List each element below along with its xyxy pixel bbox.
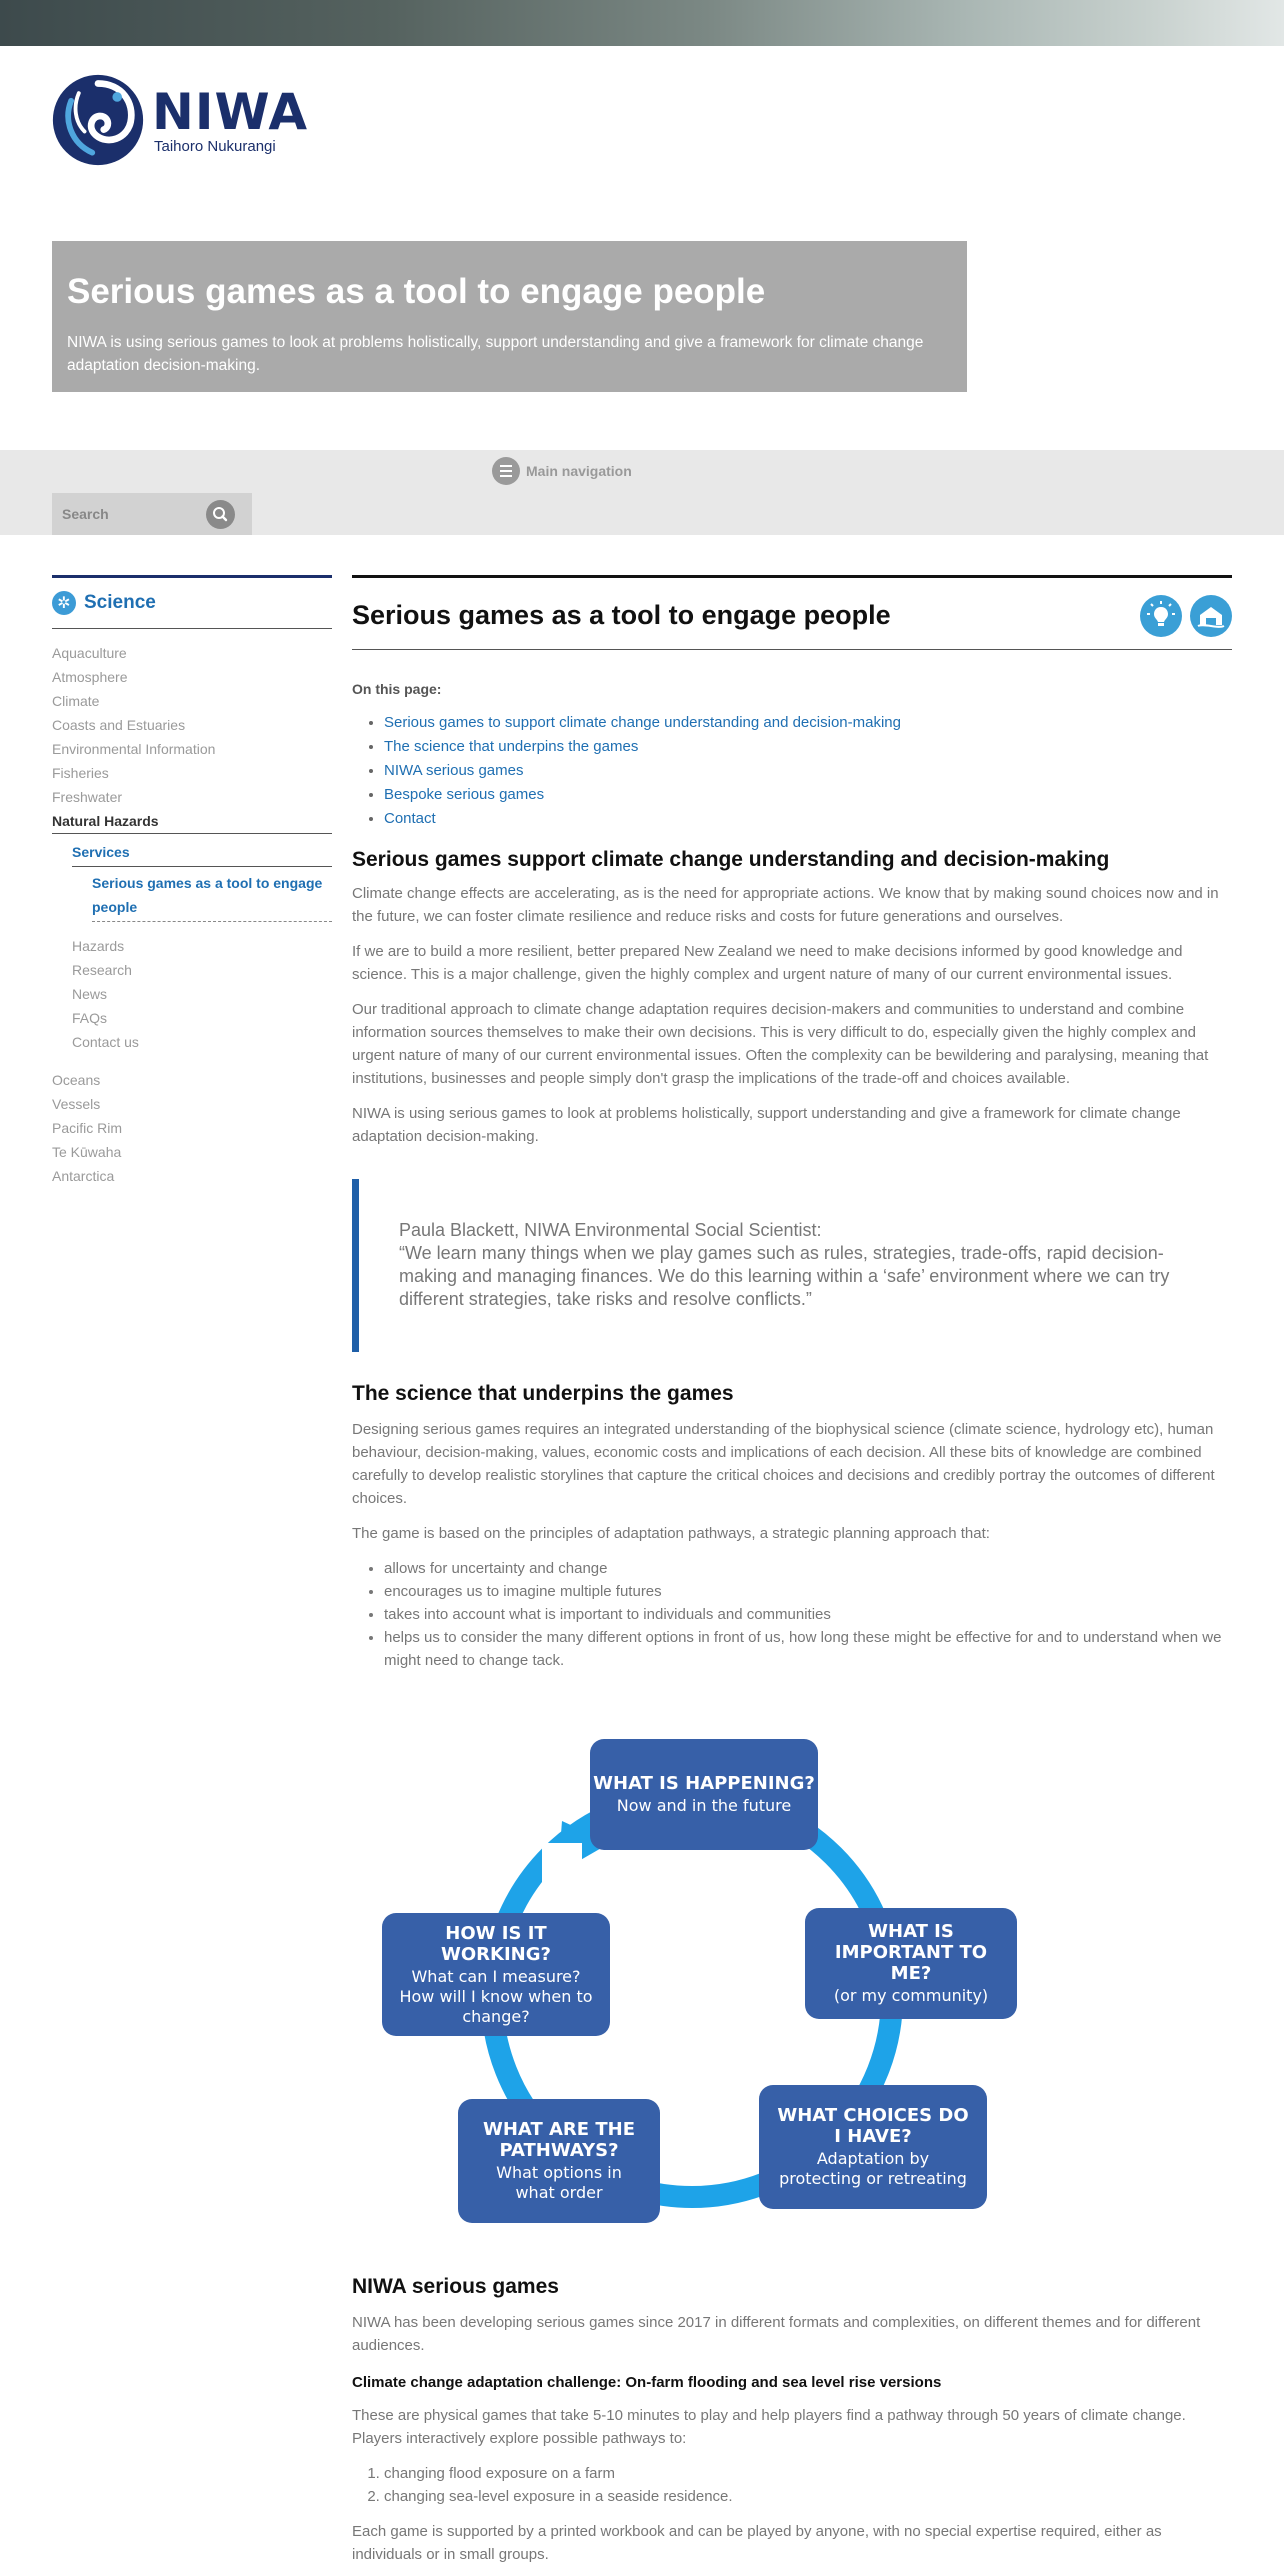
- toc-link[interactable]: • Serious games to support climate change understanding and decision-making: [384, 711, 1232, 735]
- niwa-logo[interactable]: [50, 72, 308, 168]
- sidebar-item-contact-us[interactable]: Contact us: [72, 1034, 139, 1050]
- list-item: • allows for uncertainty and change: [384, 1557, 1232, 1580]
- logo-wordmark: NIWA: [152, 82, 309, 141]
- sidebar-item-climate[interactable]: Climate: [52, 693, 100, 709]
- paragraph: If we are to build a more resilient, better prepared New Zealand we need to make decisions informed by good knowledge and science. This is a major challenge, given the highly complex and urgent nature of many of our current environmental issues.: [352, 943, 1183, 983]
- box-title: WHAT ARE THE PATHWAYS?: [483, 2119, 635, 2161]
- sidebar-list: [52, 641, 332, 1188]
- paragraph: Each game is supported by a printed workbook and can be played by anyone, with no special expertise required, either as individuals or in small groups.: [352, 2523, 1162, 2563]
- box-title: HOW IS IT WORKING?: [441, 1922, 551, 1965]
- adaptation-cycle-diagram: [372, 1725, 1032, 2245]
- sidebar-item-aquaculture[interactable]: Aquaculture: [52, 645, 127, 661]
- sidebar-item-oceans[interactable]: Oceans: [52, 1072, 101, 1088]
- paragraph: These are physical games that take 5-10 minutes to play and help players find a pathway through 50 years of climate change. Players interactively explore possible pathways to:: [352, 2407, 1186, 2447]
- toc-link[interactable]: • NIWA serious games: [384, 759, 1232, 783]
- search-input[interactable]: [52, 493, 202, 535]
- sidebar-item-te-kuwaha[interactable]: Te Kūwaha: [52, 1144, 122, 1160]
- sidebar-item-freshwater[interactable]: Freshwater: [52, 789, 123, 805]
- sidebar-item-research[interactable]: Research: [72, 962, 132, 978]
- search-button[interactable]: [206, 500, 235, 529]
- lightbulb-glyph: [1140, 595, 1182, 637]
- list-item: • takes into account what is important to individuals and communities: [384, 1603, 1232, 1626]
- box-subtitle: Adaptation by protecting or retreating: [779, 2149, 967, 2188]
- section-heading-niwa-games: NIWA serious games: [352, 2275, 559, 2298]
- sidebar-item-atmosphere[interactable]: Atmosphere: [52, 669, 128, 685]
- logo-subtitle: Taihoro Nukurangi: [154, 137, 276, 155]
- sidebar-header: [52, 575, 332, 629]
- diagram-box-what-are-pathways: [458, 2099, 660, 2223]
- box-title: WHAT IS HAPPENING?: [593, 1773, 815, 1794]
- quote-attribution: Paula Blackett, NIWA Environmental Social Scientist:: [399, 1220, 822, 1240]
- box-title: WHAT CHOICES DO I HAVE?: [777, 2105, 969, 2147]
- toc-link[interactable]: • The science that underpins the games: [384, 735, 1232, 759]
- sidebar-item-coasts[interactable]: Coasts and Estuaries: [52, 717, 186, 733]
- main-navigation-toggle[interactable]: [492, 457, 632, 485]
- pull-quote: [352, 1179, 1232, 1352]
- paragraph: NIWA is using serious games to look at problems holistically, support understanding and give a framework for climate change adaptation decision-making.: [352, 1105, 1181, 1145]
- hero-title: Serious games as a tool to engage people: [67, 272, 766, 311]
- adaptation-pathways-list: [352, 1557, 1232, 1672]
- pathway-list: [352, 2462, 1232, 2508]
- on-this-page-label: On this page:: [352, 681, 442, 697]
- sidebar-item-vessels[interactable]: Vessels: [52, 1096, 101, 1112]
- diagram-box-what-is-important: [805, 1908, 1017, 2019]
- lightbulb-icon[interactable]: [1140, 595, 1182, 637]
- main-navigation-label: Main navigation: [526, 463, 632, 479]
- list-item: 1. changing flood exposure on a farm: [384, 2462, 1232, 2485]
- sidebar-item-news[interactable]: News: [72, 986, 108, 1002]
- main-content: [352, 575, 1232, 1672]
- section-heading-serious-games: Serious games support climate change understanding and decision-making: [352, 848, 1110, 871]
- list-item: • helps us to consider the many different options in front of us, how long these might be effective for and to understand when we might need to change tack.: [384, 1626, 1232, 1672]
- box-subtitle: Now and in the future: [616, 1796, 792, 1815]
- house-glyph: [1190, 595, 1232, 637]
- sidebar-item-antarctica[interactable]: Antarctica: [52, 1168, 115, 1184]
- sidebar-item-environmental-information[interactable]: Environmental Information: [52, 741, 216, 757]
- sidebar-item-hazards[interactable]: Hazards: [72, 938, 125, 954]
- hero-banner: [52, 241, 967, 392]
- box-subtitle: (or my community): [833, 1986, 989, 2005]
- box-title: WHAT IS IMPORTANT TO ME?: [834, 1921, 988, 1984]
- diagram-box-what-is-happening: [590, 1739, 818, 1850]
- hero-subtitle: NIWA is using serious games to look at problems holistically, support understanding and give a framework for climate change adaptation decision-making.: [67, 334, 924, 374]
- search-icon: [206, 500, 235, 529]
- diagram-box-what-choices: [759, 2085, 987, 2209]
- list-item: • encourages us to imagine multiple futures: [384, 1580, 1232, 1603]
- toc-link[interactable]: • Bespoke serious games: [384, 783, 1232, 807]
- sidebar-item-services[interactable]: Services: [72, 838, 332, 867]
- quote-text: “We learn many things when we play games such as rules, strategies, trade-offs, rapid decision-making and managing finances. We do this learning within a ‘safe’ environment where we can try different strategies, take risks and resolve conflicts.”: [399, 1243, 1170, 1309]
- diagram-box-how-is-it-working: [382, 1913, 610, 2036]
- sidebar-item-current-page[interactable]: Serious games as a tool to engage people: [92, 867, 332, 922]
- paragraph: Designing serious games requires an integrated understanding of the biophysical science (climate science, hydrology etc), human behaviour, decision-making, values, economic costs and implications of each decision. All these bits of knowledge are combined carefully to develop realistic storylines that capture the critical choices and decisions and credibly portray the outcomes of different choices.: [352, 1421, 1215, 1507]
- house-icon[interactable]: [1190, 595, 1232, 637]
- sidebar-item-natural-hazards[interactable]: Natural Hazards: [52, 809, 332, 834]
- paragraph: Climate change effects are accelerating, as is the need for appropriate actions. We know that by making sound choices now and in the future, we can foster climate resilience and reduce risks and costs for future generations and ourselves.: [352, 885, 1219, 925]
- table-of-contents: [352, 711, 1232, 831]
- niwa-serious-games-section: [352, 2273, 1232, 2566]
- list-item: 2. changing sea-level exposure in a seaside residence.: [384, 2485, 1232, 2508]
- sidebar-item-faqs[interactable]: FAQs: [72, 1010, 108, 1026]
- box-subtitle: What can I measure? How will I know when to change?: [399, 1966, 593, 2026]
- section-heading-science: The science that underpins the games: [352, 1382, 734, 1405]
- header-photo-strip: [0, 0, 1284, 46]
- science-icon: ✲: [52, 591, 76, 615]
- page-title: Serious games as a tool to engage people: [352, 600, 891, 630]
- sidebar-item-pacific-rim[interactable]: Pacific Rim: [52, 1120, 123, 1136]
- subheading-adaptation-challenge: Climate change adaptation challenge: On-farm flooding and sea level rise versions: [352, 2374, 942, 2391]
- box-subtitle: What options in what order: [496, 2163, 622, 2202]
- search-box: [52, 493, 252, 535]
- paragraph: Our traditional approach to climate change adaptation requires decision-makers and communities to understand and combine information sources themselves to make their own decisions. This is very difficult to do, especially given the highly complex and urgent nature of many of our current environmental issues. Often the complexity can be bewildering and paralysing, meaning that institutions, businesses and people simply don't grasp the implications of the trade-off and choices available.: [352, 1001, 1209, 1087]
- sidebar-item-fisheries[interactable]: Fisheries: [52, 765, 109, 781]
- niwa-swirl-icon: [50, 72, 146, 168]
- paragraph: The game is based on the principles of adaptation pathways, a strategic planning approach that:: [352, 1525, 990, 1542]
- page-title-bar: [352, 575, 1232, 650]
- sidebar-title[interactable]: Science: [84, 592, 156, 613]
- hamburger-menu-icon: [492, 457, 520, 485]
- toc-link[interactable]: • Contact: [384, 807, 1232, 831]
- sidebar: [52, 575, 332, 1188]
- paragraph: NIWA has been developing serious games since 2017 in different formats and complexities, on different themes and for different audiences.: [352, 2314, 1201, 2354]
